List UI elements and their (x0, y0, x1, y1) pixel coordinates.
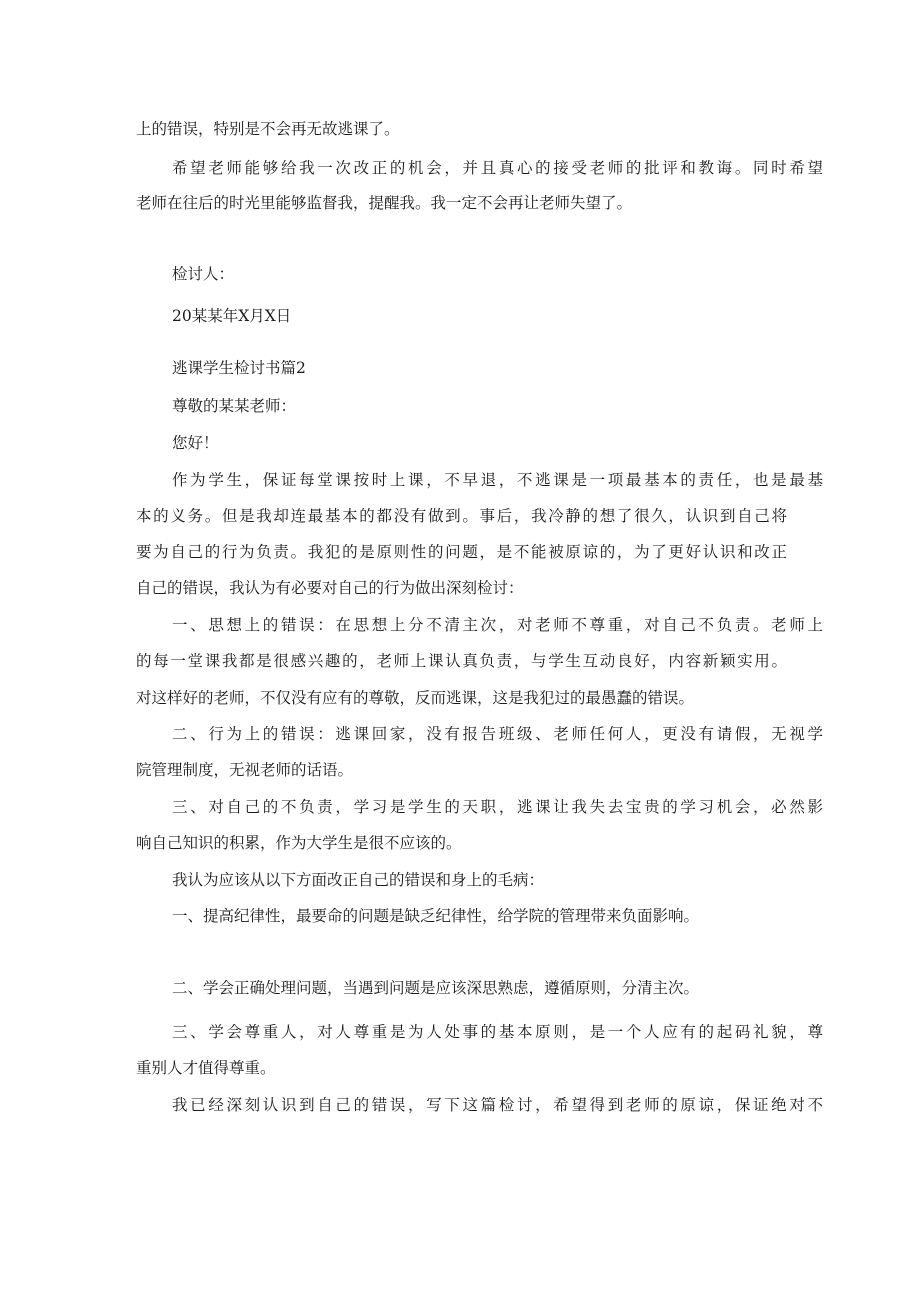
text-line: 我已经深刻认识到自己的错误，写下这篇检讨，希望得到老师的原谅，保证绝对不 (172, 1096, 823, 1114)
text-line: 响自己知识的积累，作为大学生是很不应该的。 (136, 834, 462, 852)
date-line: 20某某年X月X日 (172, 307, 292, 325)
text-line: 的每一堂课我都是很感兴趣的，老师上课认真负责，与学生互动良好，内容新颖实用。 (136, 652, 787, 670)
text-line: 上的错误，特别是不会再无故逃课了。 (136, 120, 400, 138)
text-line: 一、提高纪律性，最要命的问题是缺乏纪律性，给学院的管理带来负面影响。 (172, 907, 700, 925)
text-line: 二、学会正确处理问题，当遇到问题是应该深思熟虑，遵循原则，分清主次。 (172, 979, 700, 997)
text-line: 自己的错误，我认为有必要对自己的行为做出深刻检讨： (136, 579, 524, 597)
text-line: 对这样好的老师，不仅没有应有的尊敬，反而逃课，这是我犯过的最愚蠢的错误。 (136, 689, 695, 707)
text-line: 一、思想上的错误：在思想上分不清主次，对老师不尊重，对自己不负责。老师上 (172, 616, 823, 634)
text-line: 重别人才值得尊重。 (136, 1059, 276, 1077)
text-line: 作为学生，保证每堂课按时上课，不早退，不逃课是一项最基本的责任，也是最基 (172, 471, 823, 489)
text-line: 老师在往后的时光里能够监督我，提醒我。我一定不会再让老师失望了。 (136, 194, 633, 212)
text-line: 本的义务。但是我却连最基本的都没有做到。事后，我冷静的想了很久，认识到自己将 (136, 507, 787, 525)
text-line: 院管理制度，无视老师的话语。 (136, 761, 354, 779)
text-line: 我认为应该从以下方面改正自己的错误和身上的毛病： (172, 871, 545, 889)
text-line: 三、对自己的不负责，学习是学生的天职，逃课让我失去宝贵的学习机会，必然影 (172, 798, 823, 816)
text-line: 要为自己的行为负责。我犯的是原则性的问题，是不能被原谅的，为了更好认识和改正 (136, 543, 787, 561)
signature-label: 检讨人： (172, 265, 235, 283)
text-line: 二、行为上的错误：逃课回家，没有报告班级、老师任何人，更没有请假，无视学 (172, 725, 823, 743)
salutation: 尊敬的某某老师： (172, 397, 297, 415)
text-line: 三、学会尊重人，对人尊重是为人处事的基本原则，是一个人应有的起码礼貌，尊 (172, 1023, 823, 1041)
section-heading: 逃课学生检讨书篇2 (172, 359, 306, 377)
greeting: 您好！ (172, 434, 219, 452)
text-line: 希望老师能够给我一次改正的机会，并且真心的接受老师的批评和教诲。同时希望 (172, 159, 823, 177)
